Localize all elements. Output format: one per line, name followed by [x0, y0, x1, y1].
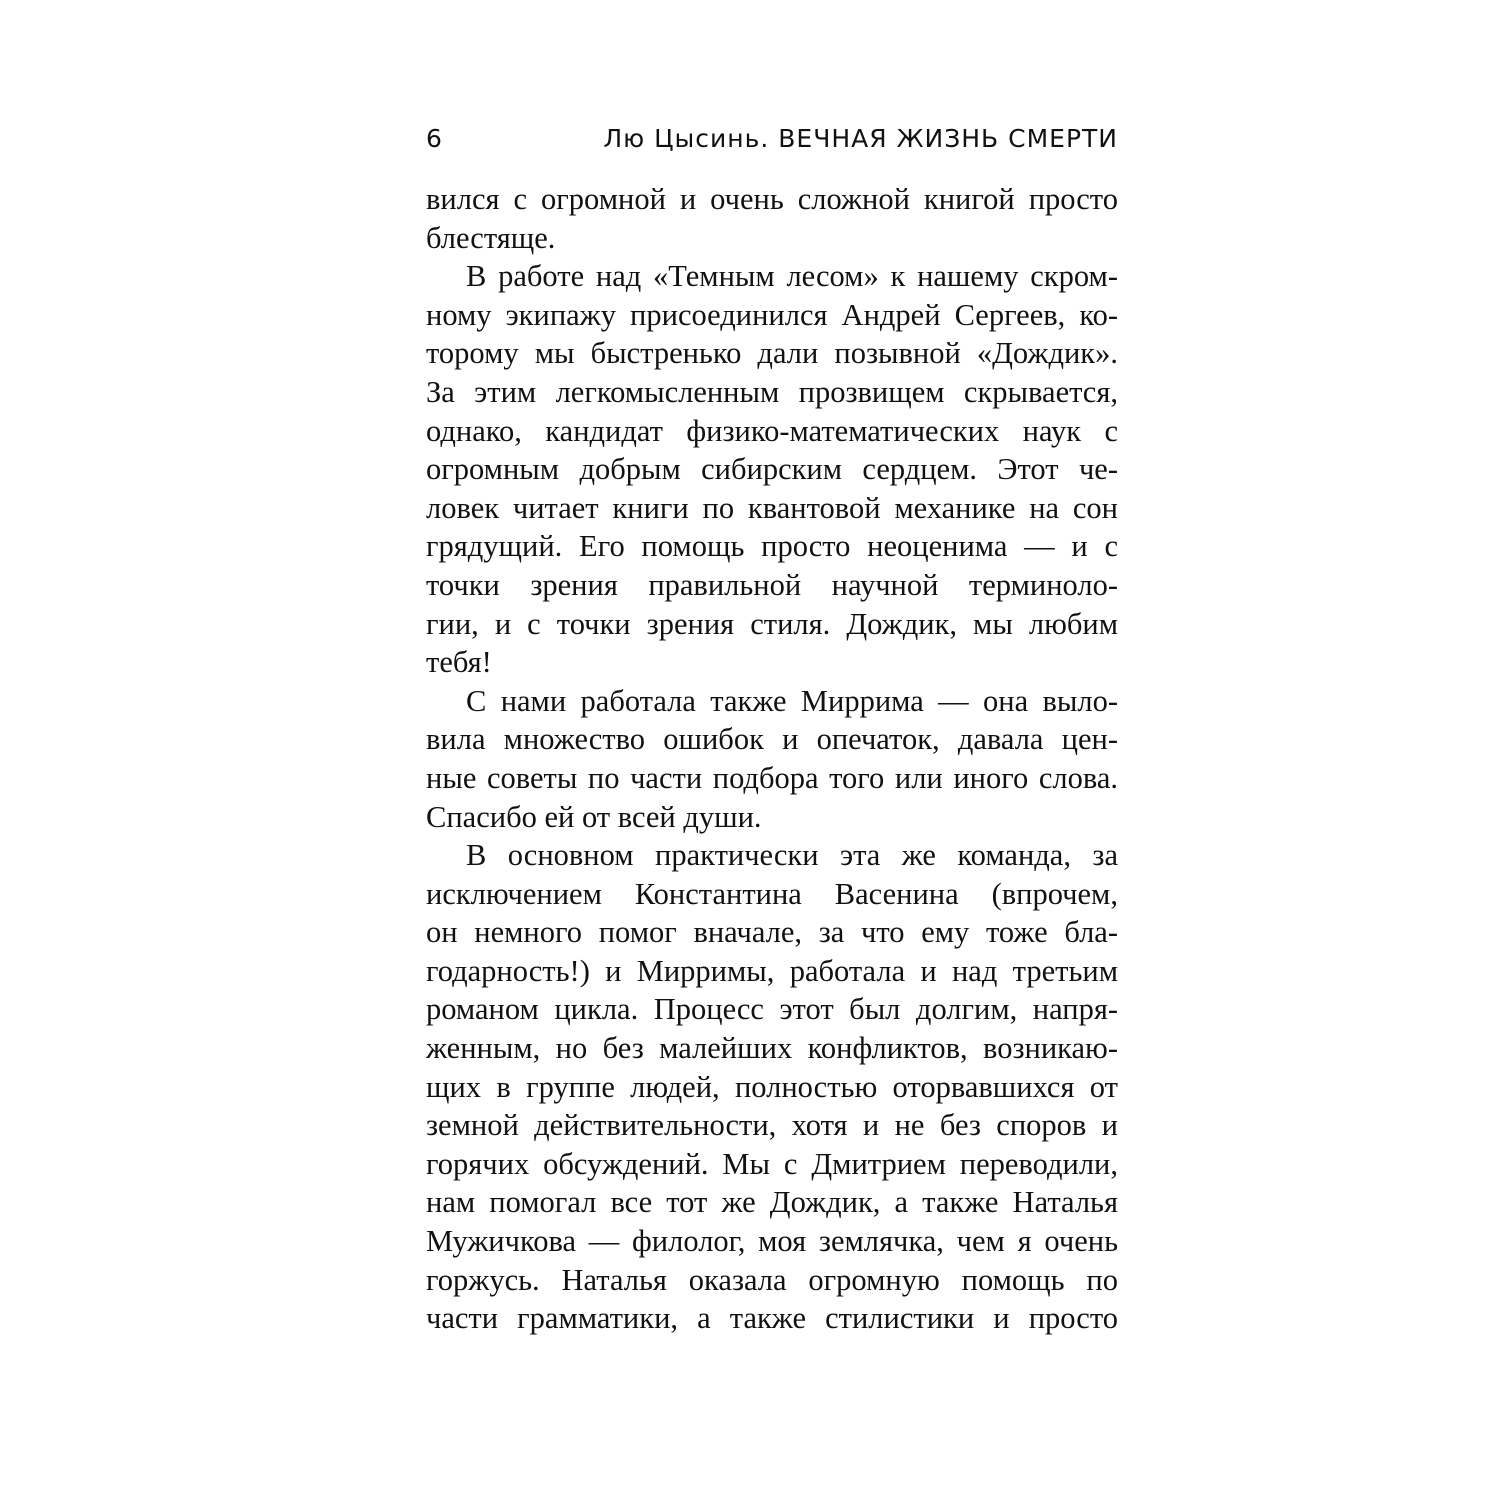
- text-line: блестяще.: [426, 220, 556, 255]
- text-line: горячих обсуждений. Мы с Дмитрием переводили,: [426, 1146, 1118, 1181]
- text-line: горжусь. Наталья оказала огромную помощь по: [426, 1262, 1118, 1297]
- running-head: [426, 124, 1118, 160]
- text-line: вился с огромной и очень сложной книгой просто: [426, 182, 1118, 216]
- text-line: исключением Константина Васенина (впрочем,: [426, 876, 1118, 911]
- text-line: тебя!: [426, 645, 492, 680]
- text-line: вила множество ошибок и опечаток, давала цен-: [426, 722, 1118, 757]
- text-line: огромным добрым сибирским сердцем. Этот че-: [426, 452, 1118, 487]
- text-line: нам помогал все тот же Дождик, а также Наталья: [426, 1185, 1118, 1220]
- text-line: женным, но без малейших конфликтов, возникаю-: [426, 1031, 1118, 1066]
- text-line: он немного помог вначале, за что ему тоже бла-: [426, 915, 1118, 950]
- text-line: В работе над «Темным лесом» к нашему скром-: [466, 259, 1118, 294]
- text-line: точки зрения правильной научной терминоло-: [426, 567, 1118, 602]
- text-line: щих в группе людей, полностью оторвавшихся от: [426, 1069, 1118, 1104]
- text-line: ные советы по части подбора того или иного слова.: [426, 760, 1118, 795]
- text-line: Мужичкова — филолог, моя землячка, чем я очень: [426, 1224, 1118, 1259]
- text-line: С нами работала также Миррима — она выло-: [466, 683, 1118, 718]
- text-line: годарность!) и Мирримы, работала и над третьим: [426, 953, 1118, 988]
- text-line: гии, и с точки зрения стиля. Дождик, мы любим: [426, 606, 1118, 641]
- body-text: [426, 180, 1118, 1338]
- text-line: романом цикла. Процесс этот был долгим, напря-: [426, 992, 1118, 1027]
- text-line: ловек читает книги по квантовой механике на сон: [426, 490, 1118, 525]
- text-line: В основном практически эта же команда, за: [466, 838, 1118, 873]
- page-number: 6: [426, 124, 443, 153]
- text-line: За этим легкомысленным прозвищем скрывается,: [426, 374, 1118, 409]
- text-line: земной действительности, хотя и не без споров и: [426, 1108, 1118, 1143]
- text-line: ному экипажу присоединился Андрей Сергеев, ко-: [426, 297, 1118, 332]
- text-line: торому мы быстренько дали позывной «Дождик».: [426, 336, 1118, 371]
- text-line: Спасибо ей от всей души.: [426, 799, 762, 834]
- text-line: однако, кандидат физико-математических наук с: [426, 413, 1118, 448]
- text-line: грядущий. Его помощь просто неоценима — и с: [426, 529, 1118, 564]
- text-line: части грамматики, а также стилистики и просто: [426, 1301, 1118, 1336]
- running-title: Лю Цысинь. ВЕЧНАЯ ЖИЗНЬ СМЕРТИ: [603, 124, 1118, 153]
